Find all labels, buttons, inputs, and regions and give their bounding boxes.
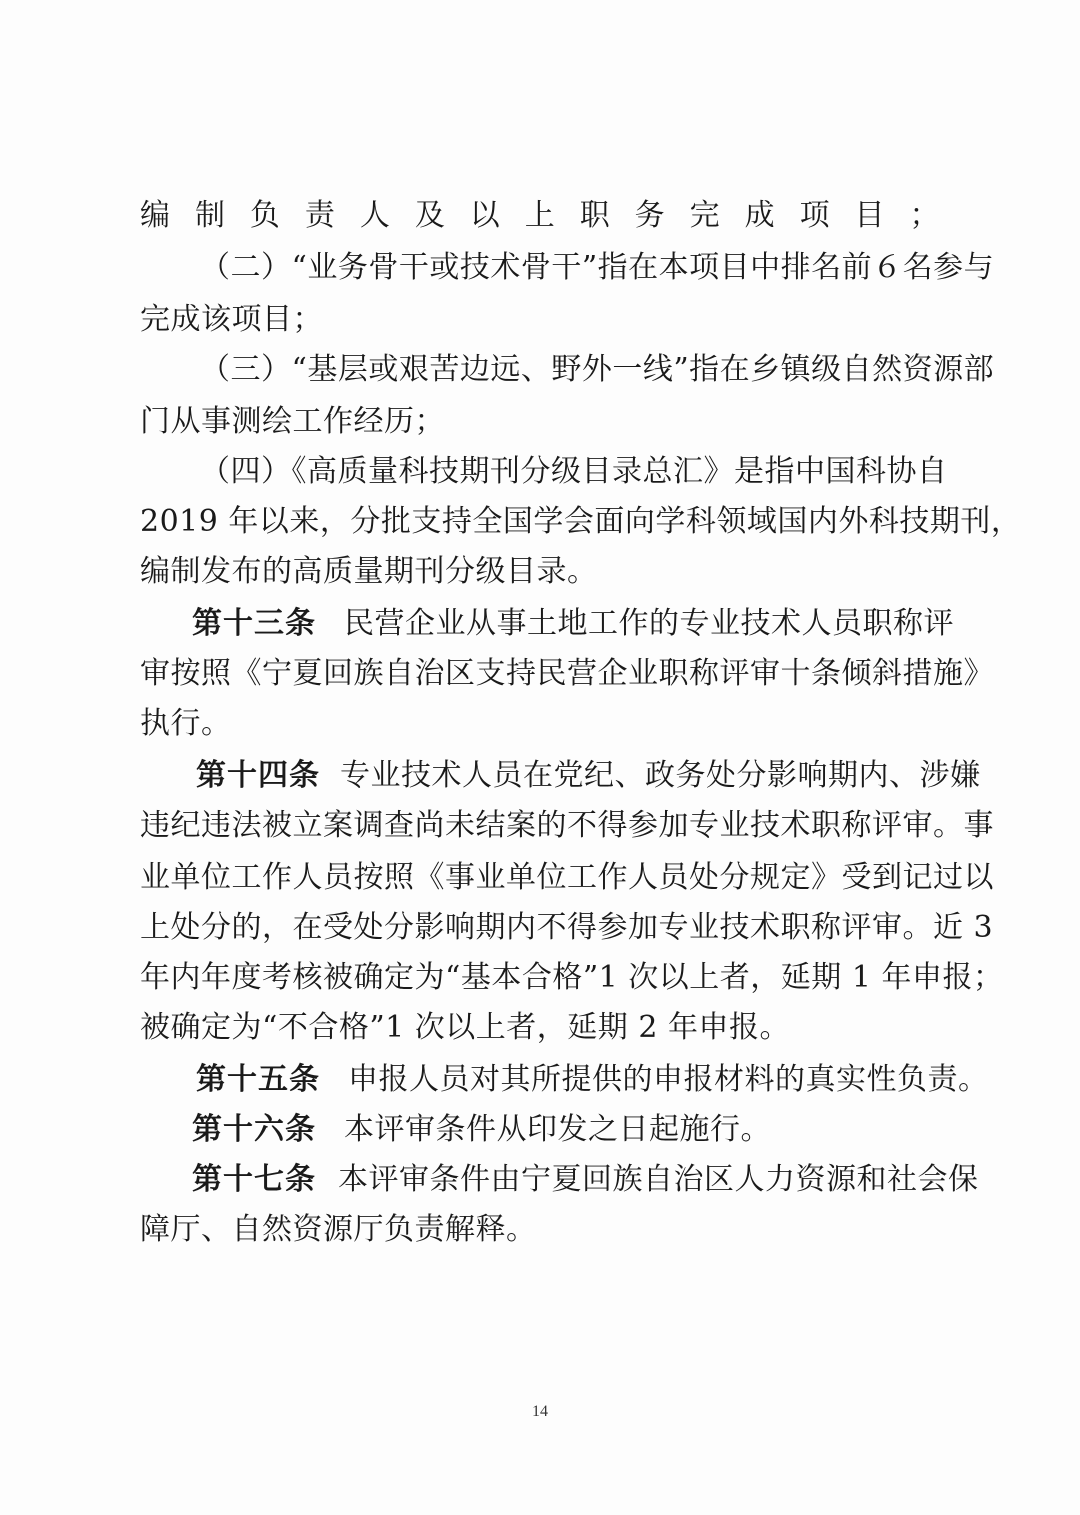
article-15-line — [196, 1054, 989, 1106]
text-line-10: 审按照《宁夏回族自治区支持民营企业职称评审十条倾斜措施》 — [140, 656, 994, 691]
text-line-3: 完成该项目； — [140, 302, 323, 337]
text-line-2: （二）“业务骨干或技术骨干”指在本项目中排名前６名参与 — [200, 250, 995, 285]
article-16-line — [192, 1104, 940, 1156]
article-17-line-1 — [192, 1154, 979, 1206]
article-15-text: 申报人员对其所提供的申报材料的真实性负责。 — [348, 1062, 989, 1097]
text-line-16: 年内年度考核被确定为“基本合格”1 次以上者，延期 1 年申报； — [140, 960, 1004, 995]
text-line-11: 执行。 — [140, 706, 232, 741]
text-line-17: 被确定为“不合格”1 次以上者，延期 2 年申报。 — [140, 1010, 790, 1045]
text-line-1: 编制负责人及以上职务完成项目； — [140, 198, 940, 233]
text-line-7: 2019 年以来，分批支持全国学会面向学科领域国内外科技期刊， — [140, 504, 1022, 539]
article-14-label: 第十四条 — [196, 758, 320, 793]
article-14-line-1 — [196, 750, 981, 802]
text-line-14: 业单位工作人员按照《事业单位工作人员处分规定》受到记过以 — [140, 860, 994, 895]
text-line-6: （四）《高质量科技期刊分级目录总汇》是指中国科协自 — [200, 454, 948, 489]
text-line-15: 上处分的，在受处分影响期内不得参加专业技术职称评审。近 3 — [140, 910, 994, 945]
text-line-21: 障厅、自然资源厅负责解释。 — [140, 1212, 537, 1247]
text-line-4: （三）“基层或艰苦边远、野外一线”指在乡镇级自然资源部 — [200, 352, 995, 387]
article-13-line-1 — [192, 598, 954, 650]
article-13-label: 第十三条 — [192, 606, 316, 641]
text-line-13: 违纪违法被立案调查尚未结案的不得参加专业技术职称评审。事 — [140, 808, 994, 843]
page-number: 14 — [532, 1403, 548, 1420]
text-line-5: 门从事测绘工作经历； — [140, 404, 445, 439]
article-14-text: 专业技术人员在党纪、政务处分影响期内、涉嫌 — [340, 758, 981, 793]
article-13-text: 民营企业从事土地工作的专业技术人员职称评 — [344, 606, 954, 641]
article-16-label: 第十六条 — [192, 1112, 316, 1147]
article-17-text: 本评审条件由宁夏回族自治区人力资源和社会保 — [338, 1162, 979, 1197]
article-16-text: 本评审条件从印发之日起施行。 — [344, 1112, 771, 1147]
article-17-label: 第十七条 — [192, 1162, 316, 1197]
text-line-8: 编制发布的高质量期刊分级目录。 — [140, 554, 598, 589]
article-15-label: 第十五条 — [196, 1062, 320, 1097]
